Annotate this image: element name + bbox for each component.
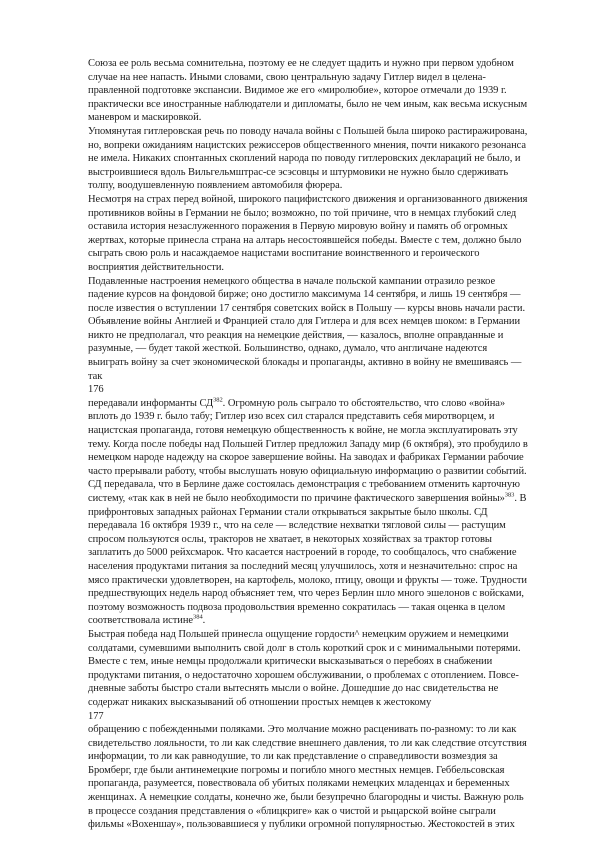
text-run: .: [202, 615, 206, 627]
footnote-marker: 383: [504, 491, 515, 499]
text-run: . В прифронтовых западных районах Германии стали открываться закрытые было школы. СД передавала 16 октября 1939 г., что на селе — вследствие нехватки тягловой силы — растущим спросом пользуются ослы, тракторов не хватает, в некоторых хозяйствах за трактор готовы заплатить до 5000 рейхсмарок. Что касается настроений в городе, то сообщалось, что снабжение населения продуктами питания за последний месяц улучшилось, хотя и незначительно: спрос на мясо практически удовлетворен, на картофель, молоко, птицу, овощи и фрукты — тоже. Трудности предшествующих недель народ объясняет тем, что через Берлин шло много эшелонов с войсками, поэтому возможность подвоза продовольствия временно сократилась — такая оценка в целом соответствовала истине: [88, 493, 527, 627]
text-run: передавали информанты СД: [88, 397, 214, 409]
footnote-marker: 384: [193, 613, 203, 621]
footnote-marker: 382: [213, 396, 223, 404]
paragraph: Союза ее роль весьма сомнительна, поэтому ее не следует щадить и нужно при первом удобном случае на нее напасть. Иными словами, свою центральную задачу Гитлер видел в целенаправленной подготовке экспансии. Видимое же его «миролюбие», которое отмечали до 1939 г. практически все иностранные наблюдатели и дипломаты, было не чем иным, как весьма искусным маневром и маскировкой.: [88, 58, 528, 124]
paragraph: обращению с побежденными поляками. Это молчание можно расценивать по-разному: то ли как свидетельство лояльности, то ли как следствие внешнего давления, то ли как следствие отсутствия информации, то ли как равнодушие, то ли как представление о справедливости возмездия за Бромберг, где были антинемецкие погромы и погибло много местных немцев. Геббельсовская пропаганда, разумеется, повествовала об убитых поляками немецких младенцах и беременных женщинах. А немецкие солдаты, конечно же, были безупречно благородны и чисты. Важную роль в процессе создания представления о «блицкриге» как о чистой и рыцарской войне сыграли фильмы «Вохеншау», пользовавшиеся у публики огромной популярностью. Жестокостей в этих: [88, 724, 527, 831]
page-number: 177: [88, 710, 104, 722]
paragraph: Подавленные настроения немецкого общества в начале польской кампании отразило резкое падение курсов на фондовой бирже; оно достигло максимума 14 сентября, и лишь 19 сентября — после известия о вступлении 17 сентября советских войск в Польшу — курсы вновь начали расти. Объявление войны Англией и Францией стало для Гитлера и для всех немцев шоком: в Германии никто не предполагал, что реакция на немецкие действия, — казалось, вполне оправданные и разумные, — будет такой жесткой. Большинство, однако, думало, что англичане надеются выиграть войну за счет экономической блокады и пропаганды, активно в войну не вмешиваясь — так: [88, 275, 526, 382]
paragraph: Быстрая победа над Польшей принесла ощущение гордости^ немецким оружием и немецкими солдатами, сумевшими выполнить свой долг в столь короткий срок и с минимальными потерями. Вместе с тем, иные немцы продолжали критически высказываться о перебоях в снабжении продуктами питания, о недостаточно хорошем обслуживании, о проблемах с отоплением. Повседневные заботы быстро стали вытеснять мысли о войне. Дошедшие до нас свидетельства не содержат никаких высказываний об отношении простых немцев к жестокому: [88, 628, 521, 708]
paragraph: [88, 397, 528, 628]
page-number: 176: [88, 384, 104, 396]
text-run: . Огромную роль сыграло то обстоятельство, что слово «война» вплоть до 1939 г. было табу; Гитлер изо всех сил старался представить себя миротворцем, и нацистская пропаганда, готовя немецкую общественность к войне, не могла эксплуатировать эту тему. Когда после победы над Польшей Гитлер предложил Западу мир (6 октября), это пробудило в немецком народе надежду на скорое завершение войны. На заводах и фабриках Германии рабочие часто прерывали работу, чтобы выслушать новую официальную информацию о развитии событий. СД передавала, что в Берлине даже состоялась демонстрация с требованием отменить карточную систему, «так как в ней не было необходимости по причине фактического завершения войны»: [88, 397, 528, 504]
paragraph: Несмотря на страх перед войной, широкого пацифистского движения и организованного движения противников войны в Германии не было; возможно, по той причине, что в немцах глубокий след оставила история незаслуженного поражения в Первую мировую войну и память об огромных жертвах, которые принесла страна на алтарь несостоявшейся победы. Вместе с тем, должно было сыграть свою роль и насаждаемое нацистами воспитание воинственного и героического восприятия действительности.: [88, 193, 528, 273]
document-page: [88, 57, 528, 832]
paragraph: Упомянутая гитлеровская речь по поводу начала войны с Польшей была широко растиражирована, но, вопреки ожиданиям нацистских режиссеров общественного мнения, почти никакого резонанса не имела. Никаких спонтанных скоплений народа по поводу гитлеровских деклараций не было, и выстроившиеся вдоль Вильгельмштрас-се эсэсовцы и штурмовики не нужно было сдерживать толпу, воодушевленную появлением автомобиля фюрера.: [88, 125, 528, 192]
